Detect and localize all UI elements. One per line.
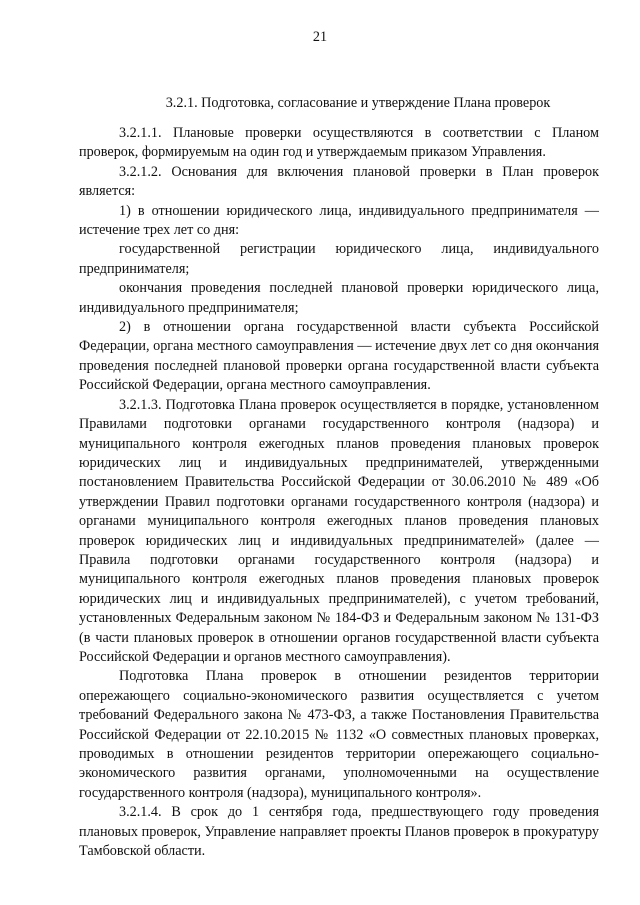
- section-heading: 3.2.1. Подготовка, согласование и утверждение Плана проверок: [165, 95, 551, 111]
- page-number: 21: [312, 29, 328, 45]
- paragraph-item-2: 2) в отношении органа государственной власти субъекта Российской Федерации, органа местного самоуправления — истечение двух лет со дня окончания проведения последней плановой проверки органа государственной власти субъекта Российской Федерации, органа местного самоуправления.: [79, 319, 599, 394]
- paragraph-item-1: 1) в отношении юридического лица, индивидуального предпринимателя — истечение трех лет со дня:: [79, 202, 599, 239]
- paragraph-last-inspection: окончания проведения последней плановой проверки юридического лица, индивидуального предпринимателя;: [79, 280, 599, 316]
- paragraph-3-2-1-4: 3.2.1.4. В срок до 1 сентября года, предшествующего году проведения плановых проверок, Управление направляет проекты Планов проверок в прокуратуру Тамбовской области.: [79, 804, 599, 860]
- document-body: [79, 124, 599, 861]
- paragraph-3-2-1-3: 3.2.1.3. Подготовка Плана проверок осуществляется в порядке, установленном Правилами подготовки органами государственного контроля (надзора) и муниципального контроля ежегодных планов проведения плановых проверок юридических лиц и индивидуальных предпринимателей, утвержденными постановлением Правительства Российской Федерации от 30.06.2010 № 489 «Об утверждении Правил подготовки органами государственного контроля (надзора) и органами муниципального контроля ежегодных планов проведения плановых проверок юридических лиц и индивидуальных предпринимателей» (далее — Правила подготовки органами государственного контроля (надзора) и муниципального контроля ежегодных планов проведения плановых проверок юридических лиц и индивидуальных предпринимателей), с учетом требований, установленных Федеральным законом № 184-ФЗ и Федеральным законом № 131-ФЗ (в части плановых проверок в отношении органов государственной власти субъекта Российской Федерации и органов местного самоуправления).: [79, 396, 599, 665]
- paragraph-3-2-1-2: 3.2.1.2. Основания для включения плановой проверки в План проверок является:: [79, 163, 599, 200]
- paragraph-3-2-1-1: 3.2.1.1. Плановые проверки осуществляются в соответствии с Планом проверок, формируемым на один год и утверждаемым приказом Управления.: [79, 125, 599, 161]
- paragraph-residents: Подготовка Плана проверок в отношении резидентов территории опережающего социально-экономического развития осуществляется с учетом требований Федерального закона № 473-ФЗ, а также Постановления Правительства Российской Федерации от 22.10.2015 № 1132 «О совместных плановых проверках, проводимых в отношении резидентов территории опережающего социально-экономического развития органами, уполномоченными на осуществление государственного контроля (надзора), муниципального контроля».: [79, 668, 599, 801]
- paragraph-state-registration: государственной регистрации юридического лица, индивидуального предпринимателя;: [79, 241, 599, 277]
